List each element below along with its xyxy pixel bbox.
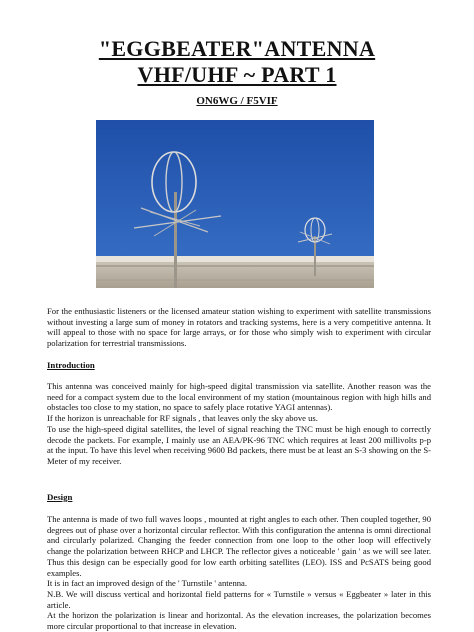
design-paragraph: N.B. We will discuss vertical and horizontal field patterns for « Turnstile » versus « Eggbeater » later in this article. (47, 588, 431, 610)
title-line-2: VHF/UHF ~ PART 1 (137, 62, 337, 87)
introduction-heading: Introduction (47, 360, 95, 370)
design-paragraph: The antenna is made of two full waves loops , mounted at right angles to each other. Then coupled together, 90 degrees out of phase over a horizontal circular reflector. With this configuration the antenna is omni directional and circularly polarized. Changing the feeder connection from one loop to the other loop will effectively change the polarization between RHCP and LHCP. The reflector gives a noticeable ' gain ' as we will see later. Thus this design can be especially good for low earth orbiting satellites (LEO). ISS and PcSATS being good examples. (47, 514, 431, 578)
design-heading: Design (47, 492, 73, 502)
title-line-1: "EGGBEATER"ANTENNA (98, 36, 376, 61)
design-body (47, 514, 431, 632)
introduction-paragraph: To use the high-speed digital satellites, the level of signal reaching the TNC must be high enough to correctly decode the packets. For example, I mainly use an AEA/PK-96 TNC which requires at least 200 millivolts p-p at the input. To have this level when receiving 9600 Bd packets, there must be at least an S-3 showing on the S-Meter of my receiver. (47, 423, 431, 466)
intro-paragraph: For the enthusiastic listeners or the licensed amateur station wishing to experiment with satellite transmissions without investing a large sum of money in rotators and tracking systems, here is a very competitive antenna. It will appeal to those with no space for large arrays, or for those who simply wish to experiment with circular polarization for terrestrial transmissions. (47, 306, 431, 349)
introduction-body (47, 381, 431, 467)
antenna-photo (96, 120, 374, 288)
design-paragraph: At the horizon the polarization is linear and horizontal. As the elevation increases, the polarization becomes more circular proportional to that increase in elevation. (47, 610, 431, 632)
design-paragraph: It is in fact an improved design of the ' Turnstile ' antenna. (47, 578, 248, 589)
introduction-paragraph: If the horizon is unreachable for RF signals , that leaves only the sky above us. (47, 413, 318, 424)
author-callsign: ON6WG / F5VIF (196, 95, 278, 107)
introduction-paragraph: This antenna was conceived mainly for high-speed digital transmission via satellite. Another reason was the need for a compact system due to the local environment of my station (mountainous region with high hills and obstacles too close to my station, no space to safely place rotative YAGI antennas). (47, 381, 431, 413)
